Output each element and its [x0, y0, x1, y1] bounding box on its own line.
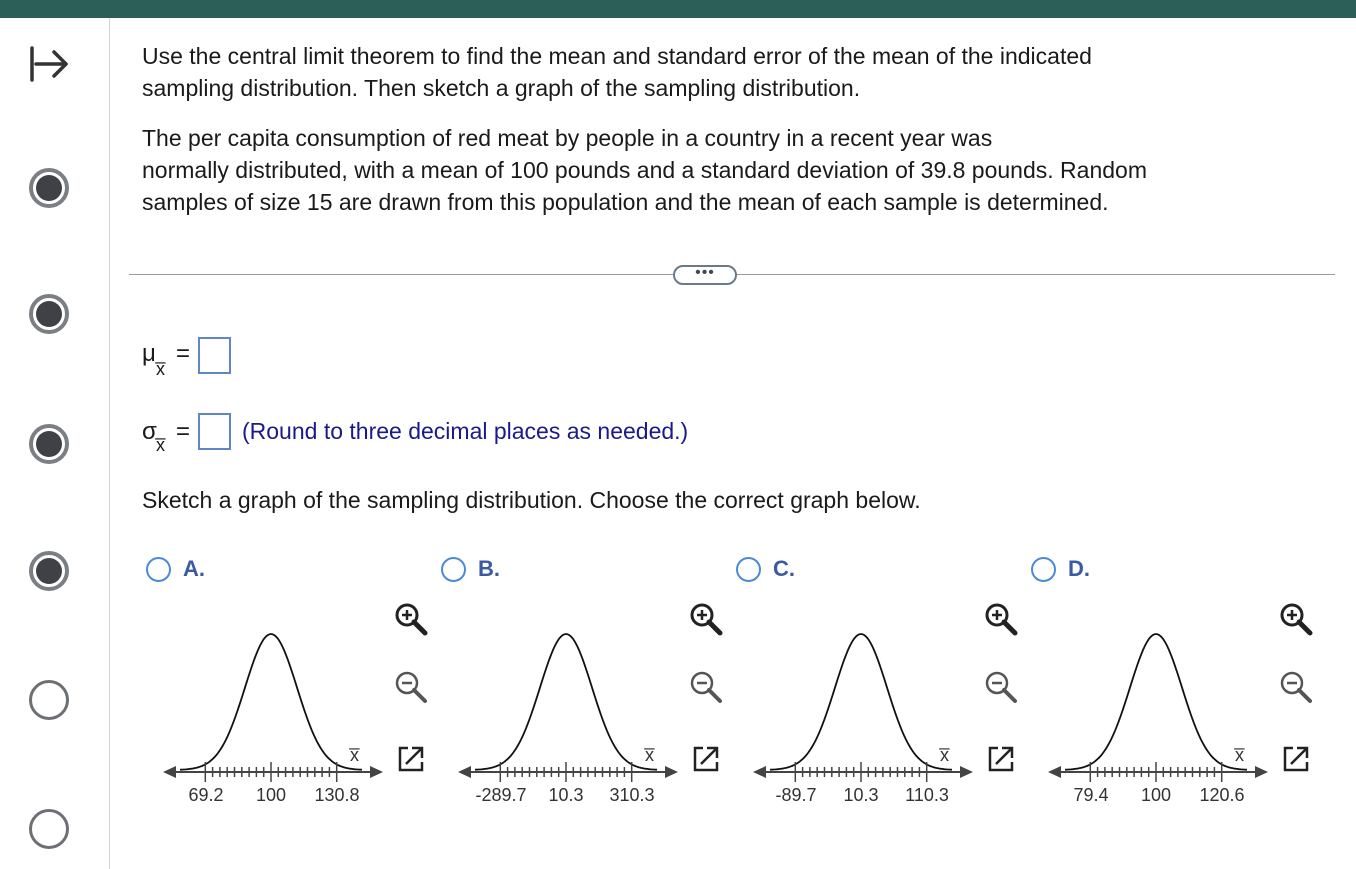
- zoom-in-icon[interactable]: [1277, 600, 1315, 638]
- axis-left-arrow: [1048, 766, 1061, 778]
- tick-label-right: 310.3: [609, 785, 655, 805]
- tick-label-center: 100: [1140, 785, 1172, 805]
- problem-line-1: The per capita consumption of red meat by people in a country in a recent year was: [142, 125, 993, 151]
- zoom-out-icon[interactable]: [1277, 668, 1315, 706]
- question-status-2[interactable]: [29, 294, 69, 334]
- zoom-in-icon[interactable]: [392, 600, 430, 638]
- sigma-subscript: x̅: [156, 435, 165, 455]
- axis-right-arrow: [960, 766, 973, 778]
- tick-label-right: 120.6: [1199, 785, 1245, 805]
- option-c-graph: [750, 620, 980, 810]
- question-sidebar: [0, 18, 110, 869]
- option-b-label[interactable]: B.: [478, 556, 500, 581]
- rounding-hint: (Round to three decimal places as needed.): [242, 418, 689, 444]
- axis-variable: x̅: [1235, 745, 1244, 765]
- popout-icon[interactable]: [687, 740, 725, 778]
- se-equals: =: [176, 418, 191, 445]
- axis-variable: x̅: [645, 745, 654, 765]
- option-d-radio[interactable]: [1031, 557, 1056, 582]
- normal-curve: [770, 634, 952, 770]
- zoom-out-icon[interactable]: [687, 668, 725, 706]
- instruction-line-1: Use the central limit theorem to find the mean and standard error of the mean of the indicated: [142, 43, 1092, 69]
- instruction-line-2: sampling distribution. Then sketch a graph of the sampling distribution.: [142, 75, 861, 101]
- normal-curve: [180, 634, 362, 770]
- mean-input[interactable]: [198, 337, 231, 374]
- option-a-graph: [160, 620, 390, 810]
- normal-curve: [1065, 634, 1247, 770]
- axis-left-arrow: [753, 766, 766, 778]
- axis-right-arrow: [665, 766, 678, 778]
- tick-label-center: 100: [255, 785, 287, 805]
- axis-left-arrow: [163, 766, 176, 778]
- option-a-radio[interactable]: [146, 557, 171, 582]
- question-status-6[interactable]: [29, 809, 69, 849]
- mu-symbol: μ: [142, 340, 156, 367]
- popout-icon[interactable]: [392, 740, 430, 778]
- mean-equals: =: [176, 340, 191, 367]
- option-a-label[interactable]: A.: [183, 556, 205, 581]
- option-d-graph: [1045, 620, 1275, 810]
- tick-label-left: 69.2: [188, 785, 224, 805]
- tick-label-center: 10.3: [843, 785, 879, 805]
- tick-label-left: -89.7: [775, 785, 817, 805]
- zoom-out-icon[interactable]: [392, 668, 430, 706]
- question-status-5[interactable]: [29, 680, 69, 720]
- tick-label-left: -289.7: [475, 785, 527, 805]
- tick-label-center: 10.3: [548, 785, 584, 805]
- expand-right-icon[interactable]: [26, 40, 74, 88]
- option-d-label[interactable]: D.: [1068, 556, 1090, 581]
- zoom-in-icon[interactable]: [982, 600, 1020, 638]
- option-c-label[interactable]: C.: [773, 556, 795, 581]
- mu-subscript: x̅: [156, 359, 165, 379]
- zoom-in-icon[interactable]: [687, 600, 725, 638]
- tick-label-right: 130.8: [314, 785, 360, 805]
- problem-line-2: normally distributed, with a mean of 100 pounds and a standard deviation of 39.8 pounds. Random: [142, 157, 1147, 183]
- option-b-graph: [455, 620, 685, 810]
- axis-variable: x̅: [940, 745, 949, 765]
- standard-error-input[interactable]: [198, 413, 231, 450]
- question-status-3[interactable]: [29, 424, 69, 464]
- top-bar: [0, 0, 1356, 18]
- axis-right-arrow: [370, 766, 383, 778]
- popout-icon[interactable]: [982, 740, 1020, 778]
- option-c-radio[interactable]: [736, 557, 761, 582]
- axis-left-arrow: [458, 766, 471, 778]
- tick-label-left: 79.4: [1073, 785, 1109, 805]
- show-more-button[interactable]: •••: [673, 265, 737, 285]
- question-status-4[interactable]: [29, 551, 69, 591]
- problem-line-3: samples of size 15 are drawn from this population and the mean of each sample is determined.: [142, 189, 1109, 215]
- axis-variable: x̅: [350, 745, 359, 765]
- axis-right-arrow: [1255, 766, 1268, 778]
- normal-curve: [475, 634, 657, 770]
- sketch-prompt: Sketch a graph of the sampling distribution. Choose the correct graph below.: [142, 487, 921, 513]
- option-b-radio[interactable]: [441, 557, 466, 582]
- tick-label-right: 110.3: [905, 785, 949, 805]
- popout-icon[interactable]: [1277, 740, 1315, 778]
- sigma-symbol: σ: [142, 418, 157, 445]
- question-status-1[interactable]: [29, 168, 69, 208]
- zoom-out-icon[interactable]: [982, 668, 1020, 706]
